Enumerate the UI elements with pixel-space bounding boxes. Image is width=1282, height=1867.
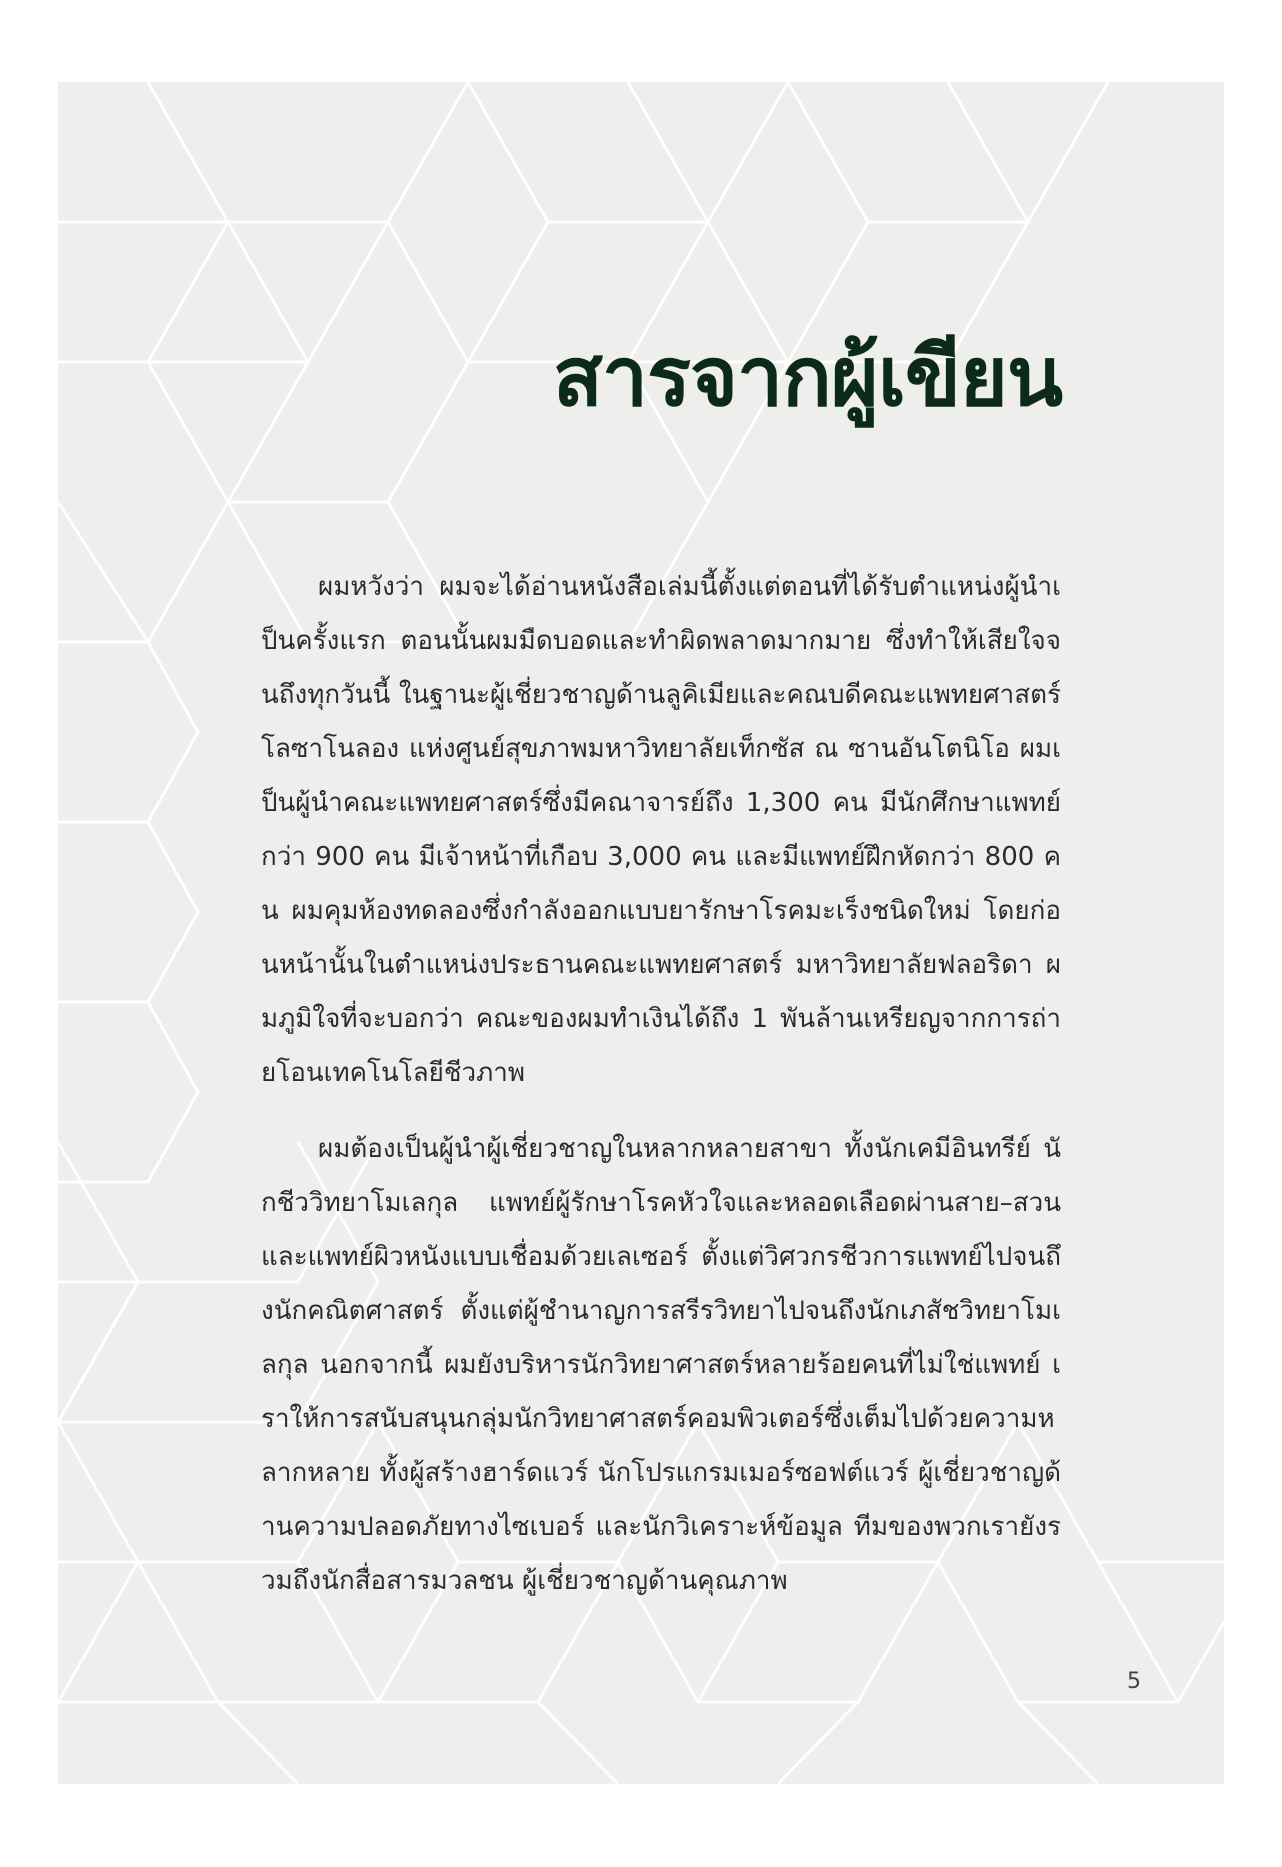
- page-title: สารจากผู้เขียน: [552, 330, 1062, 425]
- page-number: 5: [1127, 1669, 1141, 1694]
- body-text: [261, 560, 1061, 1630]
- paragraph-2: ผมต้องเป็นผู้นำผู้เชี่ยวชาญในหลากหลายสาขา ทั้งนักเคมีอินทรีย์ นักชีววิทยาโมเลกุล แพทย์ผู้รักษาโรคหัวใจและหลอดเลือดผ่านสาย–สวน และแพทย์ผิวหนังแบบเชื่อมด้วยเลเซอร์ ตั้งแต่วิศวกรชีวการแพทย์ไปจนถึงนักคณิตศาสตร์ ตั้งแต่ผู้ชำนาญการสรีรวิทยาไปจนถึงนักเภสัชวิทยาโมเลกุล นอกจากนี้ ผมยังบริหารนักวิทยาศาสตร์หลายร้อยคนที่ไม่ใช่แพทย์ เราให้การสนับสนุนกลุ่มนักวิทยาศาสตร์คอมพิวเตอร์ซึ่งเต็มไปด้วยความหลากหลาย ทั้งผู้สร้างฮาร์ดแวร์ นักโปรแกรมเมอร์ซอฟต์แวร์ ผู้เชี่ยวชาญด้านความปลอดภัยทางไซเบอร์ และนักวิเคราะห์ข้อมูล ทีมของพวกเรายังรวมถึงนักสื่อสารมวลชน ผู้เชี่ยวชาญด้านคุณภาพ: [261, 1134, 1061, 1596]
- book-page: [58, 82, 1224, 1784]
- paragraph-1: ผมหวังว่า ผมจะได้อ่านหนังสือเล่มนี้ตั้งแต่ตอนที่ได้รับตำแหน่งผู้นำเป็นครั้งแรก ตอนนั้นผมมืดบอดและทำผิดพลาดมากมาย ซึ่งทำให้เสียใจจนถึงทุกวันนี้ ในฐานะผู้เชี่ยวชาญด้านลูคิเมียและคณบดีคณะแพทยศาสตร์โลซาโนลอง แห่งศูนย์สุขภาพมหาวิทยาลัยเท็กซัส ณ ซานอันโตนิโอ ผมเป็นผู้นำคณะแพทยศาสตร์ซึ่งมีคณาจารย์ถึง 1,300 คน มีนักศึกษาแพทย์กว่า 900 คน มีเจ้าหน้าที่เกือบ 3,000 คน และมีแพทย์ฝึกหัดกว่า 800 คน ผมคุมห้องทดลองซึ่งกำลังออกแบบยารักษาโรคมะเร็งชนิดใหม่ โดยก่อนหน้านั้นในตำแหน่งประธานคณะแพทยศาสตร์ มหาวิทยาลัยฟลอริดา ผมภูมิใจที่จะบอกว่า คณะของผมทำเงินได้ถึง 1 พันล้านเหรียญจากการถ่ายโอนเทคโนโลยีชีวภาพ: [261, 572, 1061, 1088]
